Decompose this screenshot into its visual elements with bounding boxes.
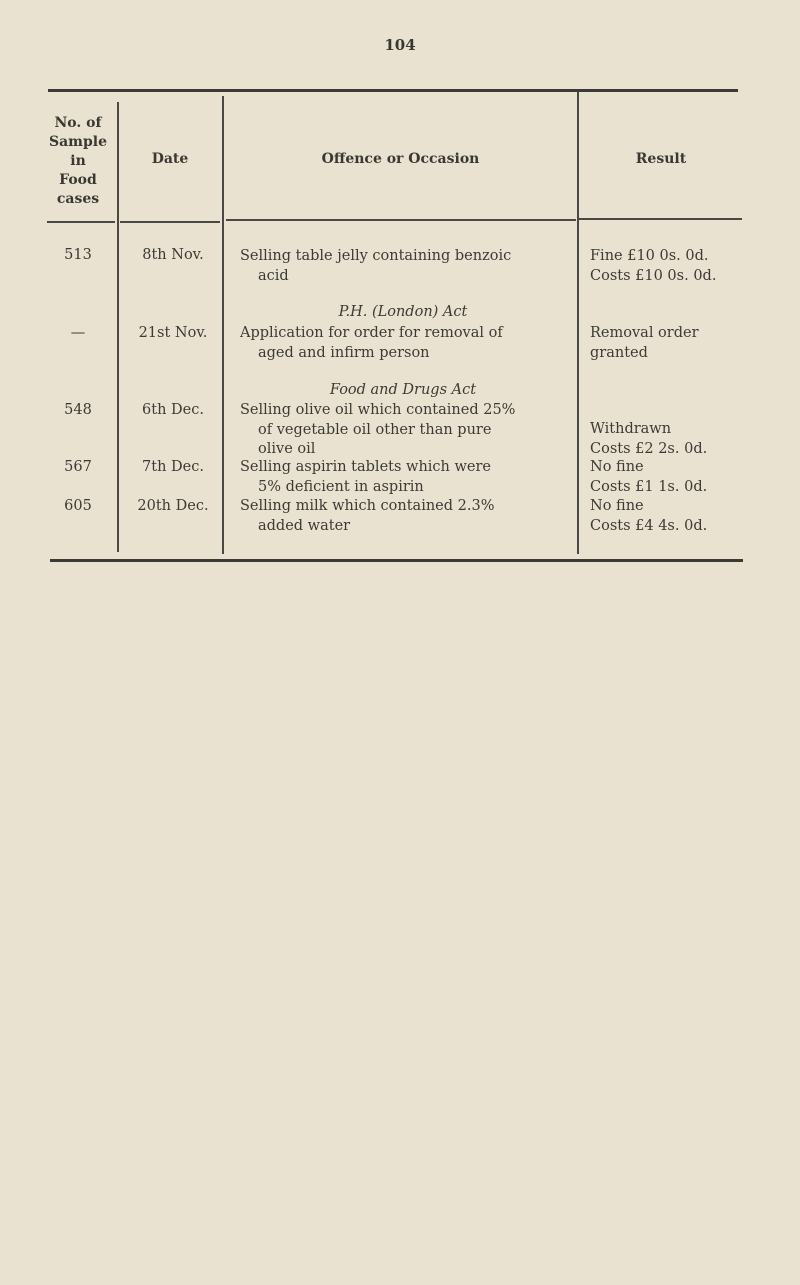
row-4-date: 7th Dec. <box>142 459 204 475</box>
row-2-result: Removal order granted <box>590 325 699 361</box>
table-bottom-rule <box>50 559 743 562</box>
row-2-sample-no: — <box>70 325 86 341</box>
header-underline-1 <box>47 221 115 223</box>
row-2-date: 21st Nov. <box>138 325 208 341</box>
row-1-offence: Selling table jelly containing benzoic acid <box>240 248 512 284</box>
header-offence: Offence or Occasion <box>321 151 480 167</box>
row-4-result: No fine Costs £1 1s. 0d. <box>590 459 708 495</box>
row-1-result: Fine £10 0s. 0d. Costs £10 0s. 0d. <box>590 248 717 284</box>
header-underline-4 <box>579 218 742 220</box>
table-top-rule <box>48 89 738 92</box>
row-1-date: 8th Nov. <box>142 247 204 263</box>
section-title-ph-london-act: P.H. (London) Act <box>338 304 468 320</box>
row-5-sample-no: 605 <box>64 498 92 514</box>
header-underline-2 <box>120 221 220 223</box>
row-5-date: 20th Dec. <box>137 498 209 514</box>
section-title-food-and-drugs-act: Food and Drugs Act <box>329 382 477 398</box>
row-3-result: Withdrawn Costs £2 2s. 0d. <box>590 421 708 457</box>
header-underline-3 <box>226 219 576 221</box>
row-3-offence: Selling olive oil which contained 25% of vegetable oil other than pure olive oil <box>240 402 516 457</box>
row-3-sample-no: 548 <box>64 402 92 418</box>
row-5-result: No fine Costs £4 4s. 0d. <box>590 498 708 534</box>
header-result: Result <box>635 151 687 167</box>
row-2-offence: Application for order for removal of aged and infirm person <box>240 325 503 361</box>
row-3-date: 6th Dec. <box>142 402 204 418</box>
header-sample-no: No. of Sample in Food cases <box>48 115 107 207</box>
header-date: Date <box>151 151 189 167</box>
page-number: 104 <box>384 36 416 54</box>
row-4-sample-no: 567 <box>64 459 92 475</box>
row-4-offence: Selling aspirin tablets which were 5% deficient in aspirin <box>240 459 491 495</box>
row-5-offence: Selling milk which contained 2.3% added water <box>240 498 495 534</box>
row-1-sample-no: 513 <box>64 247 92 263</box>
